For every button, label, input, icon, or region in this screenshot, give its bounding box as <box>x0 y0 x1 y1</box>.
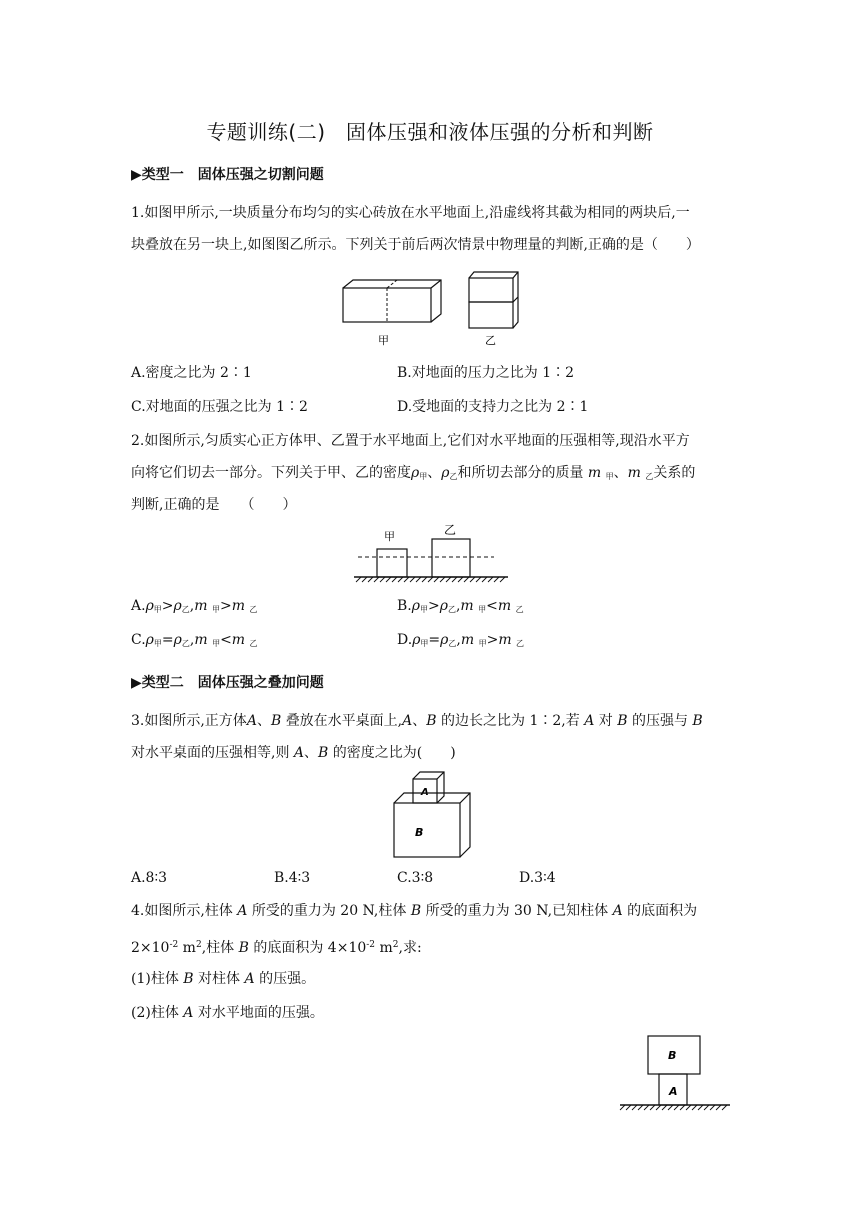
q4-fig-label-a: A <box>669 1085 678 1098</box>
q1-figure <box>330 266 530 348</box>
q2-option-d: $D.\rho_甲=\rho_乙,m$ $_甲$>m $_乙$ <box>397 632 525 648</box>
q4-text-line1: 4.如图所示,柱体 A 所受的重力为 20 N,柱体 B 所受的重力为 30 N,已知柱体 A 的底面积为 <box>131 903 698 919</box>
q1-text-line1: 1.如图甲所示,一块质量分布均匀的实心砖放在水平地面上,沿虚线将其截为相同的两块后,一 <box>131 205 690 221</box>
q4-fig-label-b: B <box>668 1049 677 1062</box>
q2-text-line3: 判断,正确的是 （ ） <box>131 497 297 513</box>
q1-option-d: D.受地面的支持力之比为 2∶1 <box>397 399 589 415</box>
q2-option-b: $B.\rho_甲>\rho_乙,m$ $_甲$<m $_乙$ <box>397 598 524 614</box>
q3-option-d: D.3∶4 <box>519 870 556 886</box>
q2-fig-label-yi: 乙 <box>444 523 457 537</box>
q3-option-c: C.3∶8 <box>397 870 434 886</box>
q2-fig-label-jia: 甲 <box>384 530 395 543</box>
q1-fig-label-jia: 甲 <box>378 334 389 347</box>
section-heading-type2: ▶类型二 固体压强之叠加问题 <box>131 675 324 691</box>
q1-option-a: A.密度之比为 2∶1 <box>131 365 252 381</box>
q1-text-line2: 块叠放在另一块上,如图图乙所示。下列关于前后两次情景中物理量的判断,正确的是（ ） <box>131 237 700 253</box>
q2-text-line1: 2.如图所示,匀质实心正方体甲、乙置于水平地面上,它们对水平地面的压强相等,现沿水平方 <box>131 433 690 449</box>
q2-figure <box>352 520 512 584</box>
q3-option-a: A.8∶3 <box>131 870 168 886</box>
q3-text-line1: 3.如图所示,正方体A、B 叠放在水平桌面上,A、B 的边长之比为 1∶2,若 A 对 B 的压强与 B <box>131 713 703 729</box>
q3-fig-label-a: A <box>421 787 429 798</box>
q2-option-c: $C.\rho_甲=\rho_乙,m$ $_甲$<m $_乙$ <box>131 632 258 648</box>
q1-option-b: B.对地面的压力之比为 1∶2 <box>397 365 575 381</box>
q1-option-c: C.对地面的压强之比为 1∶2 <box>131 399 308 415</box>
q2-text-line2: 向将它们切去一部分。下列关于甲、乙的密度$\rho_甲$、$\rho_乙$和所切去部分的质量 m $_甲$、m $_乙$关系的 <box>131 465 696 481</box>
q3-text-line2: 对水平桌面的压强相等,则 A、B 的密度之比为( ) <box>131 745 456 761</box>
q2-option-a: $A.\rho_甲>\rho_乙,m$ $_甲$>m $_乙$ <box>131 598 258 614</box>
q4-text-line2: $2\times 10^{-2}$ $m^2$,柱体 B 的底面积为 $4\times 10^{-2}$ $m^2$,求: <box>131 940 422 956</box>
q3-fig-label-b: B <box>415 826 424 839</box>
section-heading-type1: ▶类型一 固体压强之切割问题 <box>131 167 324 183</box>
q3-figure <box>388 768 476 860</box>
q3-option-b: B.4∶3 <box>274 870 311 886</box>
page-title: 专题训练(二) 固体压强和液体压强的分析和判断 <box>206 120 654 144</box>
q4-sub2: (2)柱体 A 对水平地面的压强。 <box>131 1005 324 1021</box>
q1-fig-label-yi: 乙 <box>485 334 496 347</box>
q4-sub1: (1)柱体 B 对柱体 A 的压强。 <box>131 971 316 987</box>
q4-figure <box>616 1030 734 1114</box>
